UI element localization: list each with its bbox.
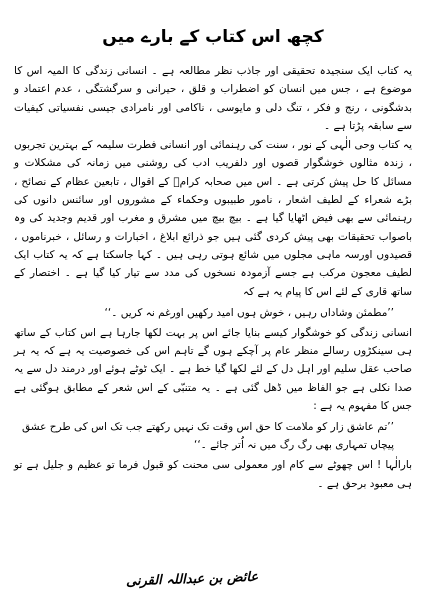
quote-poem: ’’تم عاشق زار کو ملامت کا حق اس وقت تک نہیں رکھتے جب تک اس کی طرح عشق پیچاں تمہاری بھی رگ رگ میں نہ اُتر جائے ۔‘‘ bbox=[22, 421, 394, 452]
page-title: کچھ اس کتاب کے بارے میں bbox=[102, 27, 324, 47]
paragraph-prayer: بارالٰہا ! اس چھوٹے سے کام اور معمولی سی محنت کو قبول فرما تو عظیم و جلیل ہے تو ہی معبود برحق ہے ۔ bbox=[14, 459, 412, 490]
paragraph-letter: انسانی زندگی کو خوشگوار کیسے بنایا جائے اس پر بہت لکھا جارہا ہے اس کتاب کے ساتھ ہی سینکڑوں رسالے منظر عام پر آچکے ہوں گے تاہم اس کی خصوصیت یہ ہے کہ یہ ہر صاحب عقل سلیم اور اہل دل کے لئے لکھا گیا خط ہے ۔ ایک ٹوٹے ہوئے اور درمند دل سے یہ صدا نکلی ہے جو الفاظ میں ڈھل گئی ہے ۔ یہ متنبّی کے اس شعر کے مطابق ہوگئی ہے جس کا مفہوم یہ ہے : bbox=[14, 326, 412, 413]
paragraph-intro: یہ کتاب ایک سنجیدہ تحقیقی اور جاذب نظر مطالعہ ہے ۔ انسانی زندگی کا المیہ اس کا موضوع ہے ، جس میں انسان کو اضطراب و قلق ، حیرانی و سرگشتگی ، عدم اعتماد و بدشگونی ، رنج و فکر ، تنگ دلی و مایوسی ، ناکامی اور نامرادی جیسی نفسیاتی کیفیات سے سابقہ پڑتا ہے ۔ bbox=[14, 65, 412, 132]
paragraph-content: یہ کتاب وحی الٰہی کے نور ، سنت کی رہنمائی اور انسانی فطرت سلیمہ کے بہترین تجربوں ، زندہ مثالوں خوشگوار قصوں اور دلفریب ادب کی روشنی میں زمانہ کی مشکلات و مسائل کا حل پیش کرتی ہے ۔ اس میں صحابہ کرامؓ کے اقوال ، تابعین عظام کے نصائح ، بڑے شعراء کے لطیف اشعار ، نامور طبیبوں وحکماء کے مشوروں اور سائنس دانوں کی رہنمائی سے بھی فیض اٹھایا گیا ہے ۔ بیچ بیچ میں مشرق و مغرب اور قدیم وجدید کی وہ باصواب تحقیقات بھی پیش کردی گئی ہیں جو ذرائع ابلاغ ، اخبارات و رسائل ، خبرناموں ، قصیدوں اورسہ ماہی مجلوں میں شائع ہوتی رہی ہیں ۔ کہا جاسکتا ہے کہ یہ کتاب ایک لطیف معجون مرکب ہے جسے آزمودہ نسخوں کی مدد سے تیار کیا گیا ہے ۔ اختصار کے ساتھ قاری کے لئے اس کا پیام یہ ہے کہ bbox=[14, 139, 412, 298]
author-signature: عائض بن عبداللہ القرنی bbox=[125, 569, 259, 590]
quote-message: ’’مطمئن وشاداں رہیں ، خوش ہوں امید رکھیں اورغم نہ کریں ۔‘‘ bbox=[104, 306, 394, 319]
